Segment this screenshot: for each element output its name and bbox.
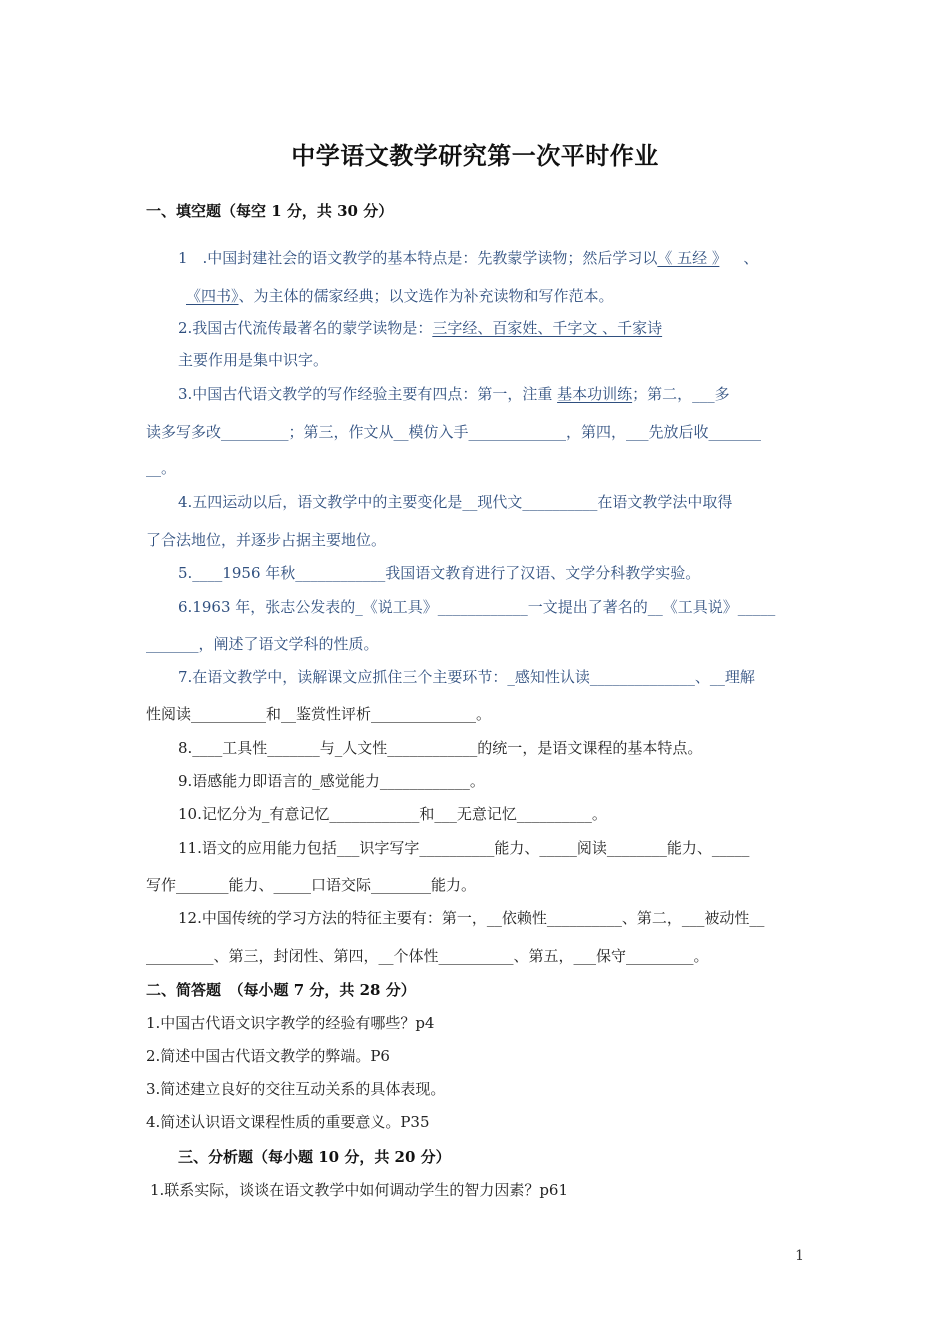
q5-line: 5.____1956 年秋____________我国语文教育进行了汉语、文学分科教学实验。 — [178, 564, 701, 582]
q3-line2: 读多写多改_________；第三，作文从__模仿入手_____________，第四，___先放后收_______ — [146, 423, 762, 441]
q2-line1 — [178, 318, 662, 338]
page-number: 1 — [795, 1248, 804, 1264]
q1-separator: 、 — [743, 249, 759, 267]
q12-line2: _________、第三，封闭性、第四，__个体性__________、第五，___保守_________。 — [146, 947, 709, 965]
section3-heading: 三、分析题（每小题 10 分，共 20 分） — [178, 1148, 451, 1166]
q1-text-cont: 、为主体的儒家经典；以文选作为补充读物和写作范本。 — [238, 287, 614, 305]
q6-line1: 6.1963 年，张志公发表的_《说工具》____________一文提出了著名的__《工具说》_____ — [178, 598, 776, 616]
q6-line2: _______，阐述了语文学科的性质。 — [146, 635, 379, 653]
q7-line2: 性阅读__________和__鉴赏性评析______________。 — [146, 705, 492, 723]
section2-item-2: 2.简述中国古代语文教学的弊端。P6 — [146, 1047, 390, 1065]
q1-line1 — [178, 248, 758, 268]
q3-line3: __。 — [146, 459, 177, 477]
section2-item-1: 1.中国古代语文识字教学的经验有哪些？p4 — [146, 1014, 435, 1032]
q2-answer: 三字经、百家姓、千字文 、千家诗 — [432, 319, 663, 337]
q8-line: 8.____工具性_______与_人文性____________的统一，是语文课程的基本特点。 — [178, 739, 703, 757]
section3-item-1: 1.联系实际，谈谈在语文教学中如何调动学生的智力因素？p61 — [150, 1181, 569, 1199]
q11-line1: 11.语文的应用能力包括___识字写字__________能力、_____阅读________能力、_____ — [178, 839, 750, 857]
q12-line1: 12.中国传统的学习方法的特征主要有：第一，__依赖性__________、第二，___被动性__ — [178, 909, 765, 927]
q3-text-cont: ；第二，___多 — [632, 385, 730, 403]
q2-text: 2.我国古代流传最著名的蒙学读物是： — [178, 319, 433, 337]
q10-line: 10.记忆分为_有意记忆____________和___无意记忆__________。 — [178, 805, 607, 823]
q9-line: 9.语感能力即语言的_感觉能力____________。 — [178, 772, 485, 790]
q3-answer-1: 基本功训练 — [557, 385, 633, 403]
q3-line1 — [178, 384, 730, 404]
section2-heading: 二、简答题 （每小题 7 分，共 28 分） — [146, 981, 416, 999]
q4-line2: 了合法地位，并逐步占据主要地位。 — [146, 531, 387, 549]
q1-line2 — [186, 286, 614, 306]
q7-line1: 7.在语文教学中，读解课文应抓住三个主要环节：_感知性认读______________、__理解 — [178, 668, 755, 686]
q2-line2: 主要作用是集中识字。 — [178, 351, 329, 369]
q1-answer-sishu: 《四书》 — [186, 287, 239, 305]
q11-line2: 写作_______能力、_____口语交际________能力。 — [146, 876, 477, 894]
q1-answer-wujing: 《 五经 》 — [657, 249, 720, 267]
section2-item-4: 4.简述认识语文课程性质的重要意义。P35 — [146, 1113, 430, 1131]
q3-text: 3.中国古代语文教学的写作经验主要有四点：第一，注重 — [178, 385, 558, 403]
document-title: 中学语文教学研究第一次平时作业 — [291, 141, 659, 170]
q4-line1: 4.五四运动以后，语文教学中的主要变化是__现代文__________在语文教学法中取得 — [178, 493, 733, 511]
section2-item-3: 3.简述建立良好的交往互动关系的具体表现。 — [146, 1080, 446, 1098]
section1-heading: 一、填空题（每空 1 分，共 30 分） — [146, 202, 394, 220]
q1-text: 1 .中国封建社会的语文教学的基本特点是：先教蒙学读物；然后学习以 — [178, 249, 658, 267]
